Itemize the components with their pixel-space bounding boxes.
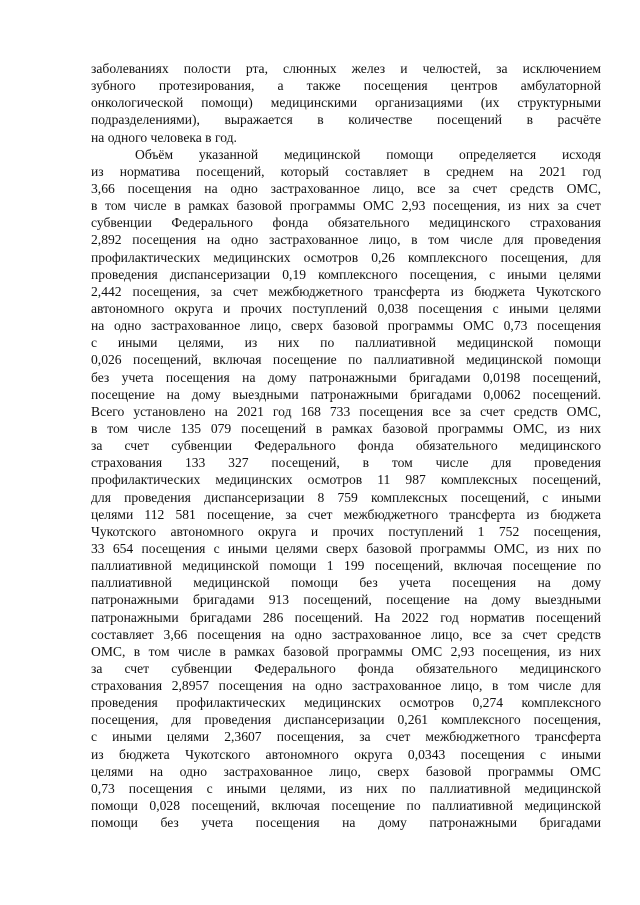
text-line: за счет субвенции Федерального фонда обязательного медицинского	[91, 438, 601, 454]
text-line: целями 112 581 посещение, за счет межбюджетного трансферта из бюджета	[91, 506, 601, 522]
text-line: паллиативной медицинской помощи 1 199 посещений, включая посещение по	[91, 558, 601, 574]
text-line: Чукотского автономного округа и прочих поступлений 1 752 посещения,	[91, 523, 601, 539]
text-line: без учета посещения на дому патронажными бригадами 0,0198 посещений,	[91, 369, 601, 385]
text-line: заболеваниях полости рта, слюнных желез и челюстей, за исключением	[91, 61, 601, 76]
text-line: на одного человека в год.	[91, 129, 237, 145]
text-line: в том числе в рамках базовой программы ОМС 2,93 посещения, из них за счет	[91, 198, 601, 214]
text-line: патронажными бригадами 913 посещений, посещение на дому выездными	[91, 592, 601, 608]
text-line: страхования 133 327 посещений, в том числе для проведения	[91, 455, 601, 471]
text-line: автономного округа и прочих поступлений 0,038 посещения с иными целями	[91, 300, 601, 316]
text-line: паллиативной медицинской помощи без учета посещения на дому	[91, 575, 601, 591]
text-line: составляет 3,66 посещения на одно застрахованное лицо, все за счет средств	[91, 626, 601, 642]
text-line: профилактических медицинских осмотров 11 987 комплексных посещений,	[91, 472, 601, 488]
text-line: Всего установлено на 2021 год 168 733 посещения все за счет средств ОМС,	[91, 403, 601, 419]
text-line: целями на одно застрахованное лицо, сверх базовой программы ОМС	[91, 763, 601, 779]
text-line: подразделениями), выражается в количестве посещений в расчёте	[91, 112, 601, 128]
text-line: с иными целями, из них по паллиативной медицинской помощи	[91, 335, 601, 351]
text-line: ОМС, в том числе в рамках базовой программы ОМС 2,93 посещения, из них	[91, 643, 601, 659]
text-line: 3,66 посещения на одно застрахованное лицо, все за счет средств ОМС,	[91, 180, 601, 196]
text-line: 33 654 посещения с иными целями сверх базовой программы ОМС, из них по	[91, 540, 601, 556]
text-line: 2,442 посещения, за счет межбюджетного трансферта из бюджета Чукотского	[91, 283, 601, 299]
text-line: страхования 2,8957 посещения на одно застрахованное лицо, в том числе для	[91, 678, 601, 694]
text-line: 0,026 посещений, включая посещение по паллиативной медицинской помощи	[91, 352, 601, 368]
text-line: онкологической помощи) медицинскими организациями (их структурными	[91, 95, 601, 111]
text-line: 0,73 посещения с иными целями, из них по паллиативной медицинской	[91, 780, 601, 796]
text-line: помощи 0,028 посещений, включая посещение по паллиативной медицинской	[91, 798, 601, 814]
text-line: проведения диспансеризации 0,19 комплексного посещения, с иными целями	[91, 266, 601, 282]
text-line: из бюджета Чукотского автономного округа 0,0343 посещения с иными	[91, 746, 601, 762]
text-line: Объём указанной медицинской помощи определяется исходя	[135, 146, 601, 162]
text-line: посещения, для проведения диспансеризации 0,261 комплексного посещения,	[91, 712, 601, 728]
text-line: на одно застрахованное лицо, сверх базовой программы ОМС 0,73 посещения	[91, 318, 601, 334]
text-line: в том числе 135 079 посещений в рамках базовой программы ОМС, из них	[91, 420, 601, 436]
text-line: субвенции Федерального фонда обязательного медицинского страхования	[91, 215, 601, 231]
body-text	[91, 60, 601, 831]
text-line: с иными целями 2,3607 посещения, за счет межбюджетного трансферта	[91, 729, 601, 745]
text-line: патронажными бригадами 286 посещений. На 2022 год норматив посещений	[91, 609, 601, 625]
text-line: из норматива посещений, который составляет в среднем на 2021 год	[91, 163, 601, 179]
text-line: за счет субвенции Федерального фонда обязательного медицинского	[91, 660, 601, 676]
text-line: 2,892 посещения на одно застрахованное лицо, в том числе для проведения	[91, 232, 601, 248]
text-line: помощи без учета посещения на дому патронажными бригадами	[91, 815, 601, 831]
text-line: зубного протезирования, а также посещения центров амбулаторной	[91, 78, 601, 94]
text-line: профилактических медицинских осмотров 0,26 комплексного посещения, для	[91, 249, 601, 265]
text-line: проведения профилактических медицинских осмотров 0,274 комплексного	[91, 695, 601, 711]
text-line: посещение на дому выездными патронажными бригадами 0,0062 посещений.	[91, 386, 601, 402]
text-line: для проведения диспансеризации 8 759 комплексных посещений, с иными	[91, 489, 601, 505]
